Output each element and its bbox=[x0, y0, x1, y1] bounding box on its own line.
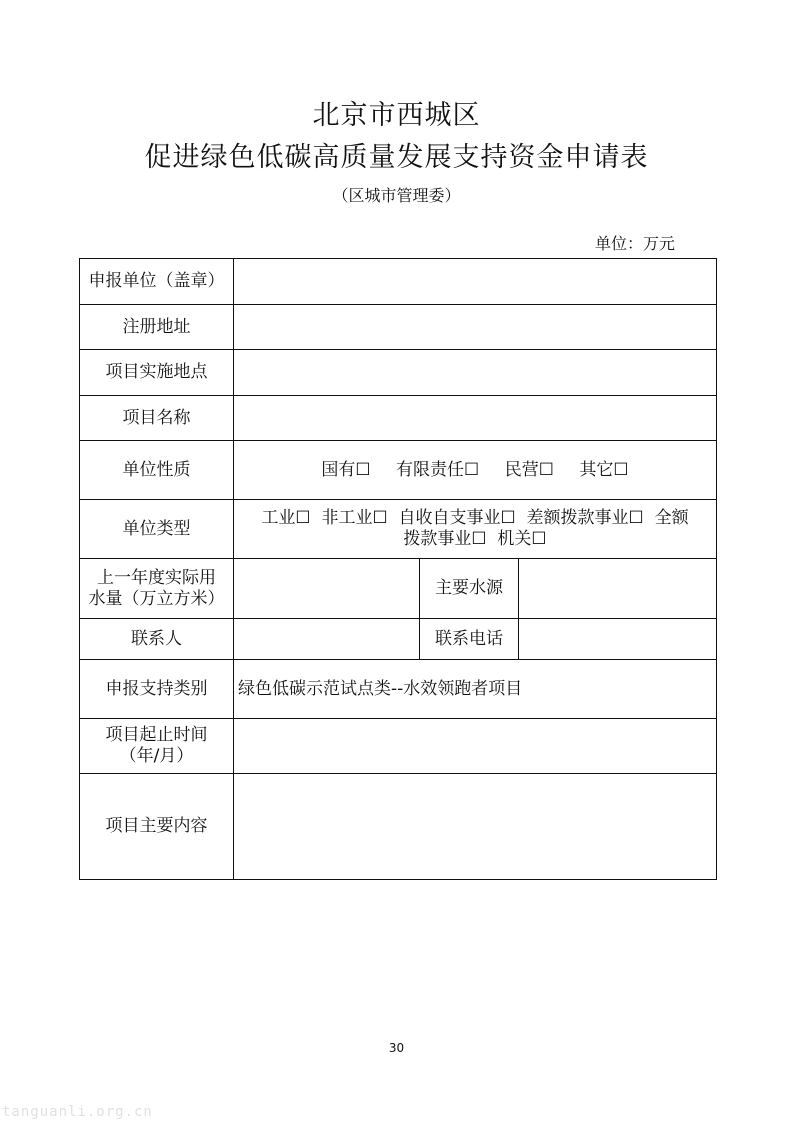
period-label-line-1: 项目起止时间 bbox=[105, 725, 208, 745]
content-field[interactable] bbox=[234, 774, 717, 880]
water-source-label: 主要水源 bbox=[420, 559, 519, 619]
subtitle: （区城市管理委） bbox=[332, 186, 461, 205]
watermark: tanguanli.org.cn bbox=[2, 1104, 153, 1120]
title-line-1: 北京市西城区 bbox=[312, 100, 481, 131]
location-label: 项目实施地点 bbox=[80, 350, 234, 396]
category-value: 绿色低碳示范试点类--水效领跑者项目 bbox=[234, 660, 717, 719]
phone-field[interactable] bbox=[519, 619, 717, 660]
type-options[interactable] bbox=[234, 500, 717, 559]
type-options-line-2: 拨款事业☐ 机关☐ bbox=[403, 529, 547, 549]
address-label: 注册地址 bbox=[80, 305, 234, 350]
location-field[interactable] bbox=[234, 350, 717, 396]
nature-option-private[interactable]: 民营☐ bbox=[504, 459, 554, 480]
water-usage-label-line-2: 水量（万立方米） bbox=[88, 588, 225, 609]
water-usage-label-line-1: 上一年度实际用 bbox=[97, 567, 216, 588]
phone-label: 联系电话 bbox=[420, 619, 519, 660]
contact-field[interactable] bbox=[234, 619, 420, 660]
nature-options bbox=[234, 441, 717, 500]
water-source-field[interactable] bbox=[519, 559, 717, 619]
water-usage-label bbox=[80, 559, 234, 619]
nature-option-other[interactable]: 其它☐ bbox=[579, 459, 629, 480]
water-usage-field[interactable] bbox=[234, 559, 420, 619]
period-field[interactable] bbox=[234, 719, 717, 774]
type-label: 单位类型 bbox=[80, 500, 234, 559]
category-label: 申报支持类别 bbox=[80, 660, 234, 719]
page-number: 30 bbox=[388, 1041, 405, 1055]
period-label bbox=[80, 719, 234, 774]
nature-label: 单位性质 bbox=[80, 441, 234, 500]
type-options-line-1: 工业☐ 非工业☐ 自收自支事业☐ 差额拨款事业☐ 全额 bbox=[261, 508, 689, 528]
applicant-label: 申报单位（盖章） bbox=[80, 259, 234, 305]
period-label-line-2: （年/月） bbox=[119, 746, 194, 766]
nature-option-state-owned[interactable]: 国有☐ bbox=[321, 459, 371, 480]
contact-label: 联系人 bbox=[80, 619, 234, 660]
project-name-label: 项目名称 bbox=[80, 396, 234, 441]
nature-option-limited-liability[interactable]: 有限责任☐ bbox=[396, 459, 480, 480]
content-label: 项目主要内容 bbox=[80, 774, 234, 880]
application-form-table bbox=[79, 258, 717, 880]
title-line-2: 促进绿色低碳高质量发展支持资金申请表 bbox=[144, 142, 649, 173]
address-field[interactable] bbox=[234, 305, 717, 350]
project-name-field[interactable] bbox=[234, 396, 717, 441]
unit-label: 单位：万元 bbox=[594, 234, 675, 253]
applicant-field[interactable] bbox=[234, 259, 717, 305]
